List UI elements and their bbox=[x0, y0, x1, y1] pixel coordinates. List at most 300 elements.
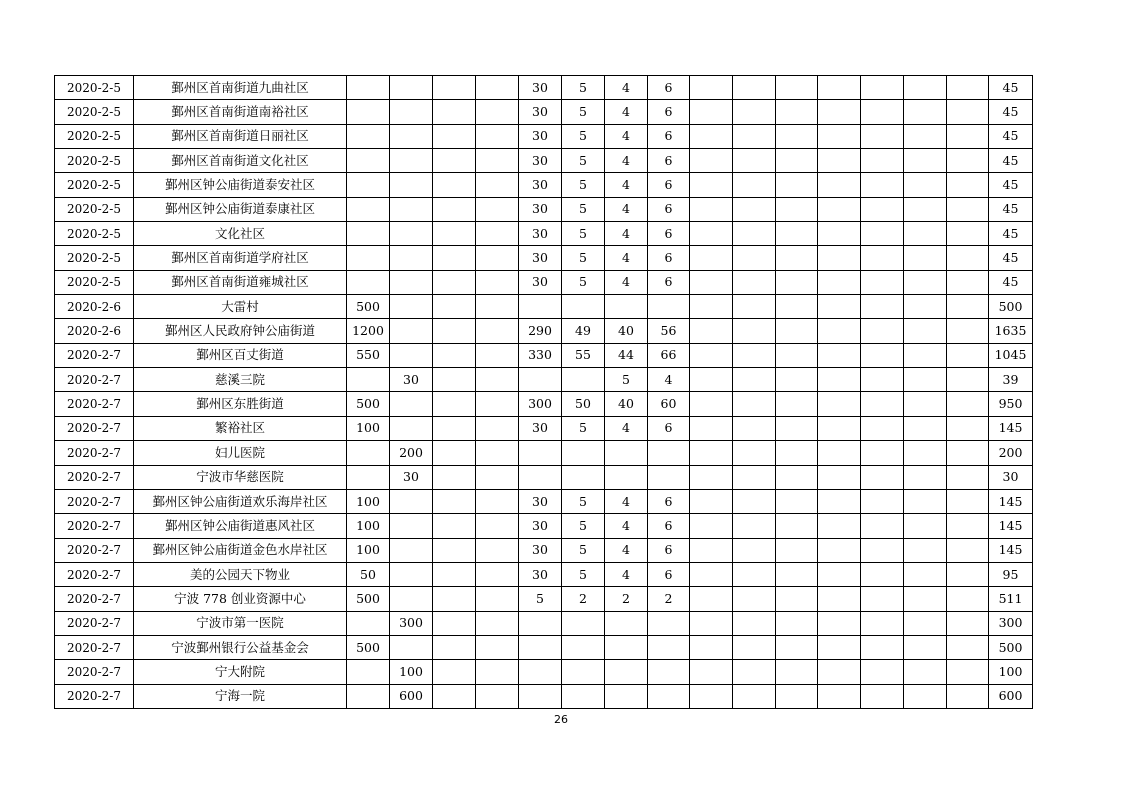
quantity-cell bbox=[947, 635, 989, 659]
quantity-cell bbox=[904, 246, 947, 270]
quantity-cell bbox=[390, 319, 433, 343]
quantity-cell bbox=[690, 124, 733, 148]
quantity-cell bbox=[690, 416, 733, 440]
quantity-cell bbox=[733, 562, 776, 586]
table-row bbox=[55, 441, 1033, 465]
table-row bbox=[55, 416, 1033, 440]
total-cell: 45 bbox=[989, 173, 1033, 197]
quantity-cell bbox=[690, 684, 733, 708]
quantity-cell bbox=[476, 319, 519, 343]
quantity-cell: 30 bbox=[519, 246, 562, 270]
quantity-cell bbox=[818, 76, 861, 100]
quantity-cell: 6 bbox=[648, 197, 690, 221]
quantity-cell bbox=[562, 465, 605, 489]
quantity-cell bbox=[733, 319, 776, 343]
table-row bbox=[55, 684, 1033, 708]
quantity-cell bbox=[433, 197, 476, 221]
table-row bbox=[55, 319, 1033, 343]
quantity-cell bbox=[476, 562, 519, 586]
quantity-cell bbox=[904, 368, 947, 392]
quantity-cell bbox=[690, 562, 733, 586]
quantity-cell bbox=[904, 173, 947, 197]
quantity-cell bbox=[433, 173, 476, 197]
quantity-cell bbox=[519, 660, 562, 684]
quantity-cell bbox=[690, 100, 733, 124]
quantity-cell bbox=[904, 465, 947, 489]
quantity-cell bbox=[861, 465, 904, 489]
quantity-cell: 4 bbox=[605, 173, 648, 197]
quantity-cell: 2 bbox=[648, 587, 690, 611]
quantity-cell: 100 bbox=[347, 514, 390, 538]
date-cell: 2020-2-7 bbox=[55, 611, 134, 635]
quantity-cell bbox=[690, 343, 733, 367]
quantity-cell bbox=[861, 684, 904, 708]
quantity-cell bbox=[904, 100, 947, 124]
quantity-cell bbox=[861, 295, 904, 319]
quantity-cell bbox=[818, 562, 861, 586]
table-row bbox=[55, 587, 1033, 611]
quantity-cell bbox=[519, 635, 562, 659]
quantity-cell bbox=[690, 270, 733, 294]
date-cell: 2020-2-7 bbox=[55, 441, 134, 465]
date-cell: 2020-2-7 bbox=[55, 489, 134, 513]
total-cell: 950 bbox=[989, 392, 1033, 416]
quantity-cell bbox=[476, 416, 519, 440]
quantity-cell bbox=[947, 465, 989, 489]
quantity-cell bbox=[818, 319, 861, 343]
quantity-cell: 100 bbox=[347, 416, 390, 440]
quantity-cell bbox=[605, 441, 648, 465]
quantity-cell bbox=[433, 611, 476, 635]
quantity-cell bbox=[347, 441, 390, 465]
date-cell: 2020-2-7 bbox=[55, 660, 134, 684]
quantity-cell bbox=[733, 343, 776, 367]
total-cell: 45 bbox=[989, 149, 1033, 173]
quantity-cell bbox=[690, 660, 733, 684]
quantity-cell bbox=[861, 392, 904, 416]
quantity-cell bbox=[390, 76, 433, 100]
quantity-cell bbox=[861, 368, 904, 392]
quantity-cell bbox=[433, 416, 476, 440]
quantity-cell bbox=[390, 197, 433, 221]
quantity-cell bbox=[347, 100, 390, 124]
quantity-cell bbox=[947, 270, 989, 294]
quantity-cell bbox=[776, 100, 818, 124]
total-cell: 600 bbox=[989, 684, 1033, 708]
quantity-cell bbox=[648, 441, 690, 465]
quantity-cell: 6 bbox=[648, 76, 690, 100]
quantity-cell bbox=[476, 149, 519, 173]
quantity-cell bbox=[476, 76, 519, 100]
quantity-cell bbox=[733, 489, 776, 513]
date-cell: 2020-2-7 bbox=[55, 514, 134, 538]
quantity-cell: 5 bbox=[562, 270, 605, 294]
quantity-cell bbox=[818, 392, 861, 416]
quantity-cell: 5 bbox=[562, 100, 605, 124]
donation-table bbox=[54, 75, 1033, 709]
quantity-cell bbox=[818, 538, 861, 562]
quantity-cell bbox=[433, 368, 476, 392]
quantity-cell bbox=[904, 611, 947, 635]
table-row bbox=[55, 173, 1033, 197]
quantity-cell bbox=[690, 392, 733, 416]
date-cell: 2020-2-5 bbox=[55, 124, 134, 148]
total-cell: 1045 bbox=[989, 343, 1033, 367]
quantity-cell bbox=[904, 538, 947, 562]
quantity-cell: 66 bbox=[648, 343, 690, 367]
quantity-cell: 4 bbox=[605, 76, 648, 100]
quantity-cell bbox=[776, 611, 818, 635]
date-cell: 2020-2-6 bbox=[55, 295, 134, 319]
quantity-cell: 6 bbox=[648, 100, 690, 124]
quantity-cell: 100 bbox=[347, 489, 390, 513]
quantity-cell bbox=[562, 441, 605, 465]
date-cell: 2020-2-7 bbox=[55, 392, 134, 416]
quantity-cell bbox=[433, 562, 476, 586]
quantity-cell: 30 bbox=[519, 416, 562, 440]
total-cell: 1635 bbox=[989, 319, 1033, 343]
quantity-cell bbox=[648, 611, 690, 635]
table-row bbox=[55, 660, 1033, 684]
quantity-cell bbox=[390, 562, 433, 586]
quantity-cell bbox=[519, 368, 562, 392]
date-cell: 2020-2-7 bbox=[55, 635, 134, 659]
quantity-cell bbox=[347, 246, 390, 270]
quantity-cell bbox=[904, 441, 947, 465]
total-cell: 95 bbox=[989, 562, 1033, 586]
quantity-cell bbox=[818, 416, 861, 440]
quantity-cell: 44 bbox=[605, 343, 648, 367]
quantity-cell bbox=[433, 343, 476, 367]
page-number: 26 bbox=[554, 713, 568, 726]
quantity-cell bbox=[904, 587, 947, 611]
quantity-cell bbox=[776, 441, 818, 465]
quantity-cell: 4 bbox=[605, 416, 648, 440]
quantity-cell: 6 bbox=[648, 149, 690, 173]
quantity-cell: 500 bbox=[347, 392, 390, 416]
quantity-cell: 200 bbox=[390, 441, 433, 465]
recipient-cell: 鄞州区首南街道南裕社区 bbox=[134, 100, 347, 124]
quantity-cell bbox=[433, 149, 476, 173]
quantity-cell bbox=[347, 660, 390, 684]
quantity-cell: 6 bbox=[648, 124, 690, 148]
quantity-cell bbox=[648, 684, 690, 708]
total-cell: 300 bbox=[989, 611, 1033, 635]
quantity-cell: 330 bbox=[519, 343, 562, 367]
quantity-cell bbox=[861, 319, 904, 343]
quantity-cell bbox=[347, 368, 390, 392]
quantity-cell: 1200 bbox=[347, 319, 390, 343]
table-row bbox=[55, 149, 1033, 173]
quantity-cell bbox=[776, 173, 818, 197]
quantity-cell bbox=[476, 197, 519, 221]
quantity-cell: 6 bbox=[648, 538, 690, 562]
date-cell: 2020-2-5 bbox=[55, 270, 134, 294]
quantity-cell bbox=[519, 611, 562, 635]
quantity-cell bbox=[733, 149, 776, 173]
quantity-cell: 500 bbox=[347, 295, 390, 319]
quantity-cell: 5 bbox=[562, 173, 605, 197]
quantity-cell bbox=[818, 368, 861, 392]
quantity-cell bbox=[690, 368, 733, 392]
quantity-cell bbox=[818, 246, 861, 270]
quantity-cell bbox=[347, 124, 390, 148]
total-cell: 511 bbox=[989, 587, 1033, 611]
date-cell: 2020-2-5 bbox=[55, 100, 134, 124]
quantity-cell bbox=[818, 295, 861, 319]
quantity-cell: 4 bbox=[605, 270, 648, 294]
date-cell: 2020-2-5 bbox=[55, 76, 134, 100]
quantity-cell bbox=[690, 611, 733, 635]
total-cell: 30 bbox=[989, 465, 1033, 489]
quantity-cell bbox=[947, 149, 989, 173]
quantity-cell: 300 bbox=[519, 392, 562, 416]
quantity-cell bbox=[904, 197, 947, 221]
quantity-cell: 6 bbox=[648, 246, 690, 270]
quantity-cell bbox=[690, 222, 733, 246]
total-cell: 145 bbox=[989, 514, 1033, 538]
quantity-cell bbox=[648, 660, 690, 684]
quantity-cell bbox=[690, 319, 733, 343]
quantity-cell: 30 bbox=[519, 124, 562, 148]
quantity-cell bbox=[733, 76, 776, 100]
table-row bbox=[55, 295, 1033, 319]
quantity-cell: 500 bbox=[347, 587, 390, 611]
quantity-cell bbox=[904, 149, 947, 173]
quantity-cell bbox=[861, 149, 904, 173]
recipient-cell: 鄞州区钟公庙街道欢乐海岸社区 bbox=[134, 489, 347, 513]
quantity-cell bbox=[562, 684, 605, 708]
table-row bbox=[55, 270, 1033, 294]
quantity-cell bbox=[733, 270, 776, 294]
quantity-cell bbox=[476, 635, 519, 659]
table-row bbox=[55, 514, 1033, 538]
quantity-cell bbox=[776, 295, 818, 319]
recipient-cell: 鄞州区百丈街道 bbox=[134, 343, 347, 367]
quantity-cell bbox=[818, 124, 861, 148]
quantity-cell: 4 bbox=[605, 489, 648, 513]
total-cell: 500 bbox=[989, 635, 1033, 659]
quantity-cell bbox=[562, 635, 605, 659]
quantity-cell bbox=[433, 270, 476, 294]
quantity-cell bbox=[818, 173, 861, 197]
quantity-cell bbox=[861, 197, 904, 221]
quantity-cell bbox=[390, 635, 433, 659]
quantity-cell bbox=[904, 270, 947, 294]
quantity-cell bbox=[690, 295, 733, 319]
total-cell: 45 bbox=[989, 246, 1033, 270]
date-cell: 2020-2-7 bbox=[55, 562, 134, 586]
recipient-cell: 宁波鄞州银行公益基金会 bbox=[134, 635, 347, 659]
quantity-cell bbox=[776, 514, 818, 538]
table-row bbox=[55, 197, 1033, 221]
quantity-cell bbox=[433, 392, 476, 416]
quantity-cell bbox=[947, 124, 989, 148]
quantity-cell: 5 bbox=[562, 489, 605, 513]
table-row bbox=[55, 635, 1033, 659]
quantity-cell bbox=[861, 100, 904, 124]
quantity-cell: 30 bbox=[519, 76, 562, 100]
total-cell: 500 bbox=[989, 295, 1033, 319]
table-row bbox=[55, 343, 1033, 367]
table-row bbox=[55, 465, 1033, 489]
quantity-cell bbox=[476, 684, 519, 708]
quantity-cell bbox=[818, 197, 861, 221]
quantity-cell bbox=[433, 635, 476, 659]
quantity-cell: 4 bbox=[605, 246, 648, 270]
quantity-cell bbox=[904, 124, 947, 148]
date-cell: 2020-2-5 bbox=[55, 149, 134, 173]
recipient-cell: 大雷村 bbox=[134, 295, 347, 319]
recipient-cell: 鄞州区首南街道九曲社区 bbox=[134, 76, 347, 100]
recipient-cell: 鄞州区首南街道日丽社区 bbox=[134, 124, 347, 148]
quantity-cell bbox=[776, 319, 818, 343]
quantity-cell bbox=[390, 587, 433, 611]
quantity-cell bbox=[776, 392, 818, 416]
date-cell: 2020-2-7 bbox=[55, 343, 134, 367]
quantity-cell bbox=[861, 660, 904, 684]
quantity-cell bbox=[476, 392, 519, 416]
quantity-cell bbox=[818, 660, 861, 684]
quantity-cell bbox=[690, 538, 733, 562]
quantity-cell bbox=[861, 343, 904, 367]
date-cell: 2020-2-7 bbox=[55, 416, 134, 440]
quantity-cell bbox=[433, 124, 476, 148]
quantity-cell: 5 bbox=[562, 246, 605, 270]
total-cell: 45 bbox=[989, 124, 1033, 148]
quantity-cell bbox=[476, 100, 519, 124]
recipient-cell: 鄞州区首南街道雍城社区 bbox=[134, 270, 347, 294]
quantity-cell bbox=[818, 611, 861, 635]
quantity-cell bbox=[947, 441, 989, 465]
recipient-cell: 鄞州区钟公庙街道泰安社区 bbox=[134, 173, 347, 197]
quantity-cell bbox=[605, 684, 648, 708]
quantity-cell bbox=[861, 441, 904, 465]
quantity-cell bbox=[776, 197, 818, 221]
quantity-cell bbox=[947, 392, 989, 416]
table-row bbox=[55, 100, 1033, 124]
quantity-cell bbox=[390, 514, 433, 538]
quantity-cell bbox=[690, 489, 733, 513]
quantity-cell bbox=[861, 489, 904, 513]
quantity-cell bbox=[433, 222, 476, 246]
quantity-cell bbox=[947, 684, 989, 708]
quantity-cell bbox=[390, 173, 433, 197]
date-cell: 2020-2-5 bbox=[55, 173, 134, 197]
recipient-cell: 鄞州区钟公庙街道惠风社区 bbox=[134, 514, 347, 538]
quantity-cell: 30 bbox=[519, 489, 562, 513]
date-cell: 2020-2-5 bbox=[55, 246, 134, 270]
quantity-cell bbox=[690, 635, 733, 659]
quantity-cell bbox=[904, 660, 947, 684]
quantity-cell bbox=[947, 222, 989, 246]
quantity-cell bbox=[733, 465, 776, 489]
quantity-cell bbox=[476, 441, 519, 465]
quantity-cell: 290 bbox=[519, 319, 562, 343]
quantity-cell bbox=[861, 76, 904, 100]
quantity-cell bbox=[519, 465, 562, 489]
quantity-cell bbox=[861, 538, 904, 562]
quantity-cell bbox=[947, 489, 989, 513]
quantity-cell bbox=[733, 587, 776, 611]
quantity-cell bbox=[861, 222, 904, 246]
quantity-cell bbox=[904, 514, 947, 538]
recipient-cell: 鄞州区钟公庙街道金色水岸社区 bbox=[134, 538, 347, 562]
quantity-cell bbox=[861, 270, 904, 294]
quantity-cell bbox=[690, 76, 733, 100]
quantity-cell bbox=[947, 197, 989, 221]
total-cell: 45 bbox=[989, 100, 1033, 124]
quantity-cell bbox=[347, 270, 390, 294]
quantity-cell bbox=[476, 295, 519, 319]
quantity-cell bbox=[733, 660, 776, 684]
quantity-cell bbox=[776, 465, 818, 489]
quantity-cell bbox=[562, 368, 605, 392]
quantity-cell: 55 bbox=[562, 343, 605, 367]
table-row bbox=[55, 538, 1033, 562]
quantity-cell bbox=[733, 441, 776, 465]
quantity-cell bbox=[648, 465, 690, 489]
quantity-cell: 40 bbox=[605, 319, 648, 343]
quantity-cell bbox=[476, 587, 519, 611]
quantity-cell bbox=[390, 149, 433, 173]
total-cell: 39 bbox=[989, 368, 1033, 392]
quantity-cell bbox=[776, 660, 818, 684]
quantity-cell bbox=[776, 635, 818, 659]
quantity-cell bbox=[648, 635, 690, 659]
quantity-cell: 50 bbox=[347, 562, 390, 586]
quantity-cell bbox=[947, 173, 989, 197]
quantity-cell: 300 bbox=[390, 611, 433, 635]
quantity-cell bbox=[433, 465, 476, 489]
quantity-cell bbox=[690, 465, 733, 489]
quantity-cell bbox=[776, 343, 818, 367]
quantity-cell bbox=[433, 660, 476, 684]
quantity-cell: 5 bbox=[562, 514, 605, 538]
quantity-cell bbox=[733, 684, 776, 708]
quantity-cell bbox=[390, 538, 433, 562]
quantity-cell: 2 bbox=[562, 587, 605, 611]
quantity-cell: 30 bbox=[390, 368, 433, 392]
quantity-cell bbox=[433, 684, 476, 708]
recipient-cell: 妇儿医院 bbox=[134, 441, 347, 465]
quantity-cell bbox=[861, 562, 904, 586]
quantity-cell: 5 bbox=[562, 222, 605, 246]
table-row bbox=[55, 489, 1033, 513]
table-row bbox=[55, 222, 1033, 246]
quantity-cell: 30 bbox=[519, 270, 562, 294]
quantity-cell bbox=[433, 100, 476, 124]
quantity-cell: 30 bbox=[519, 100, 562, 124]
quantity-cell: 30 bbox=[519, 149, 562, 173]
quantity-cell: 600 bbox=[390, 684, 433, 708]
quantity-cell: 4 bbox=[605, 514, 648, 538]
quantity-cell bbox=[433, 295, 476, 319]
quantity-cell bbox=[690, 587, 733, 611]
quantity-cell bbox=[562, 611, 605, 635]
quantity-cell bbox=[776, 562, 818, 586]
quantity-cell bbox=[947, 611, 989, 635]
quantity-cell: 5 bbox=[562, 416, 605, 440]
quantity-cell: 6 bbox=[648, 270, 690, 294]
quantity-cell bbox=[861, 416, 904, 440]
quantity-cell: 4 bbox=[605, 149, 648, 173]
quantity-cell bbox=[947, 538, 989, 562]
quantity-cell bbox=[947, 343, 989, 367]
recipient-cell: 鄞州区人民政府钟公庙街道 bbox=[134, 319, 347, 343]
quantity-cell bbox=[390, 270, 433, 294]
quantity-cell bbox=[776, 587, 818, 611]
